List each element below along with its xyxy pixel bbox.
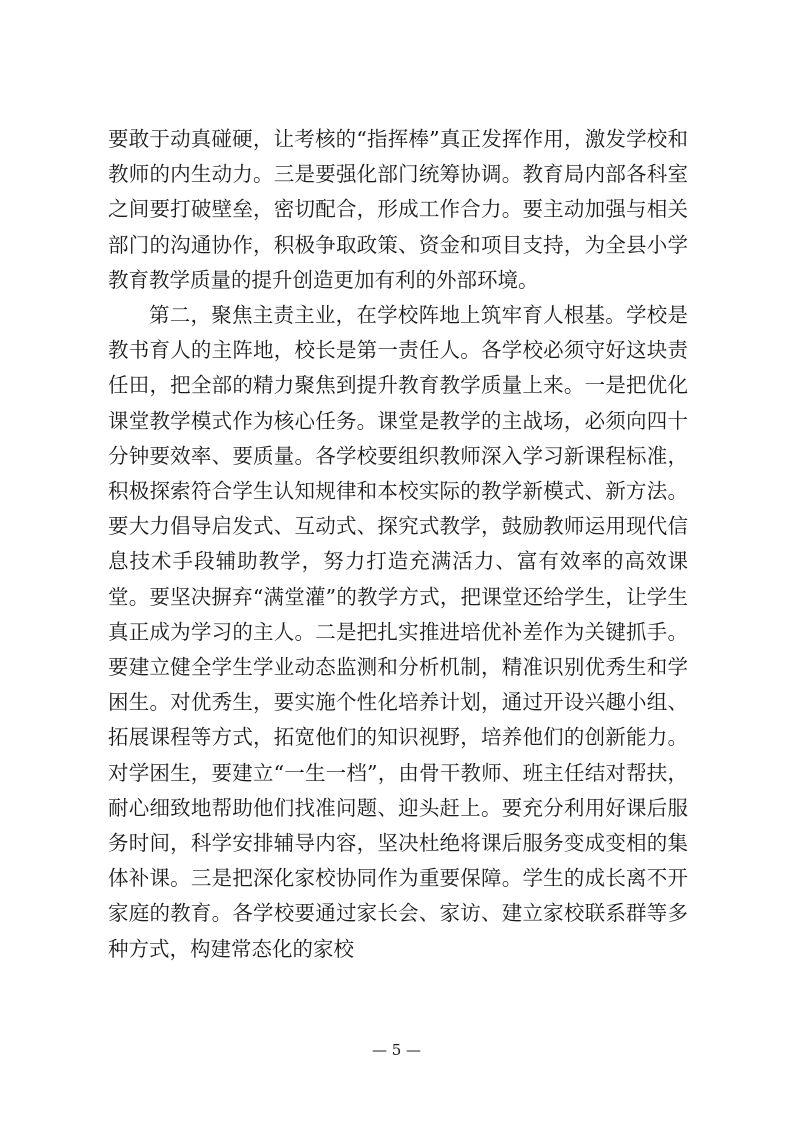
document-body (108, 122, 688, 967)
paragraph-section-two: 第二，聚焦主责主业，在学校阵地上筑牢育人根基。学校是教书育人的主阵地，校长是第一责任人。各学校必须守好这块责任田，把全部的精力聚焦到提升教育教学质量上来。一是把优化课堂教学模式作为核心任务。课堂是教学的主战场，必须向四十分钟要效率、要质量。各学校要组织教师深入学习新课程标准，积极探索符合学生认知规律和本校实际的教学新模式、新方法。要大力倡导启发式、互动式、探究式教学，鼓励教师运用现代信息技术手段辅助教学，努力打造充满活力、富有效率的高效课堂。要坚决摒弃“满堂灌”的教学方式，把课堂还给学生，让学生真正成为学习的主人。二是把扎实推进培优补差作为关键抓手。要建立健全学生学业动态监测和分析机制，精准识别优秀生和学困生。对优秀生，要实施个性化培养计划，通过开设兴趣小组、拓展课程等方式，拓宽他们的知识视野，培养他们的创新能力。对学困生，要建立“一生一档”，由骨干教师、班主任结对帮扶，耐心细致地帮助他们找准问题、迎头赶上。要充分利用好课后服务时间，科学安排辅导内容，坚决杜绝将课后服务变成变相的集体补课。三是把深化家校协同作为重要保障。学生的成长离不开家庭的教育。各学校要通过家长会、家访、建立家校联系群等多种方式，构建常态化的家校 (108, 303, 688, 961)
paragraph-continued: 要敢于动真碰硬，让考核的“指挥棒”真正发挥作用，激发学校和教师的内生动力。三是要强化部门统筹协调。教育局内部各科室之间要打破壁垒，密切配合，形成工作合力。要主动加强与相关部门的沟通协作，积极争取政策、资金和项目支持，为全县小学教育教学质量的提升创造更加有利的外部环境。 (108, 127, 688, 292)
page-number: — 5 — (371, 1041, 422, 1059)
